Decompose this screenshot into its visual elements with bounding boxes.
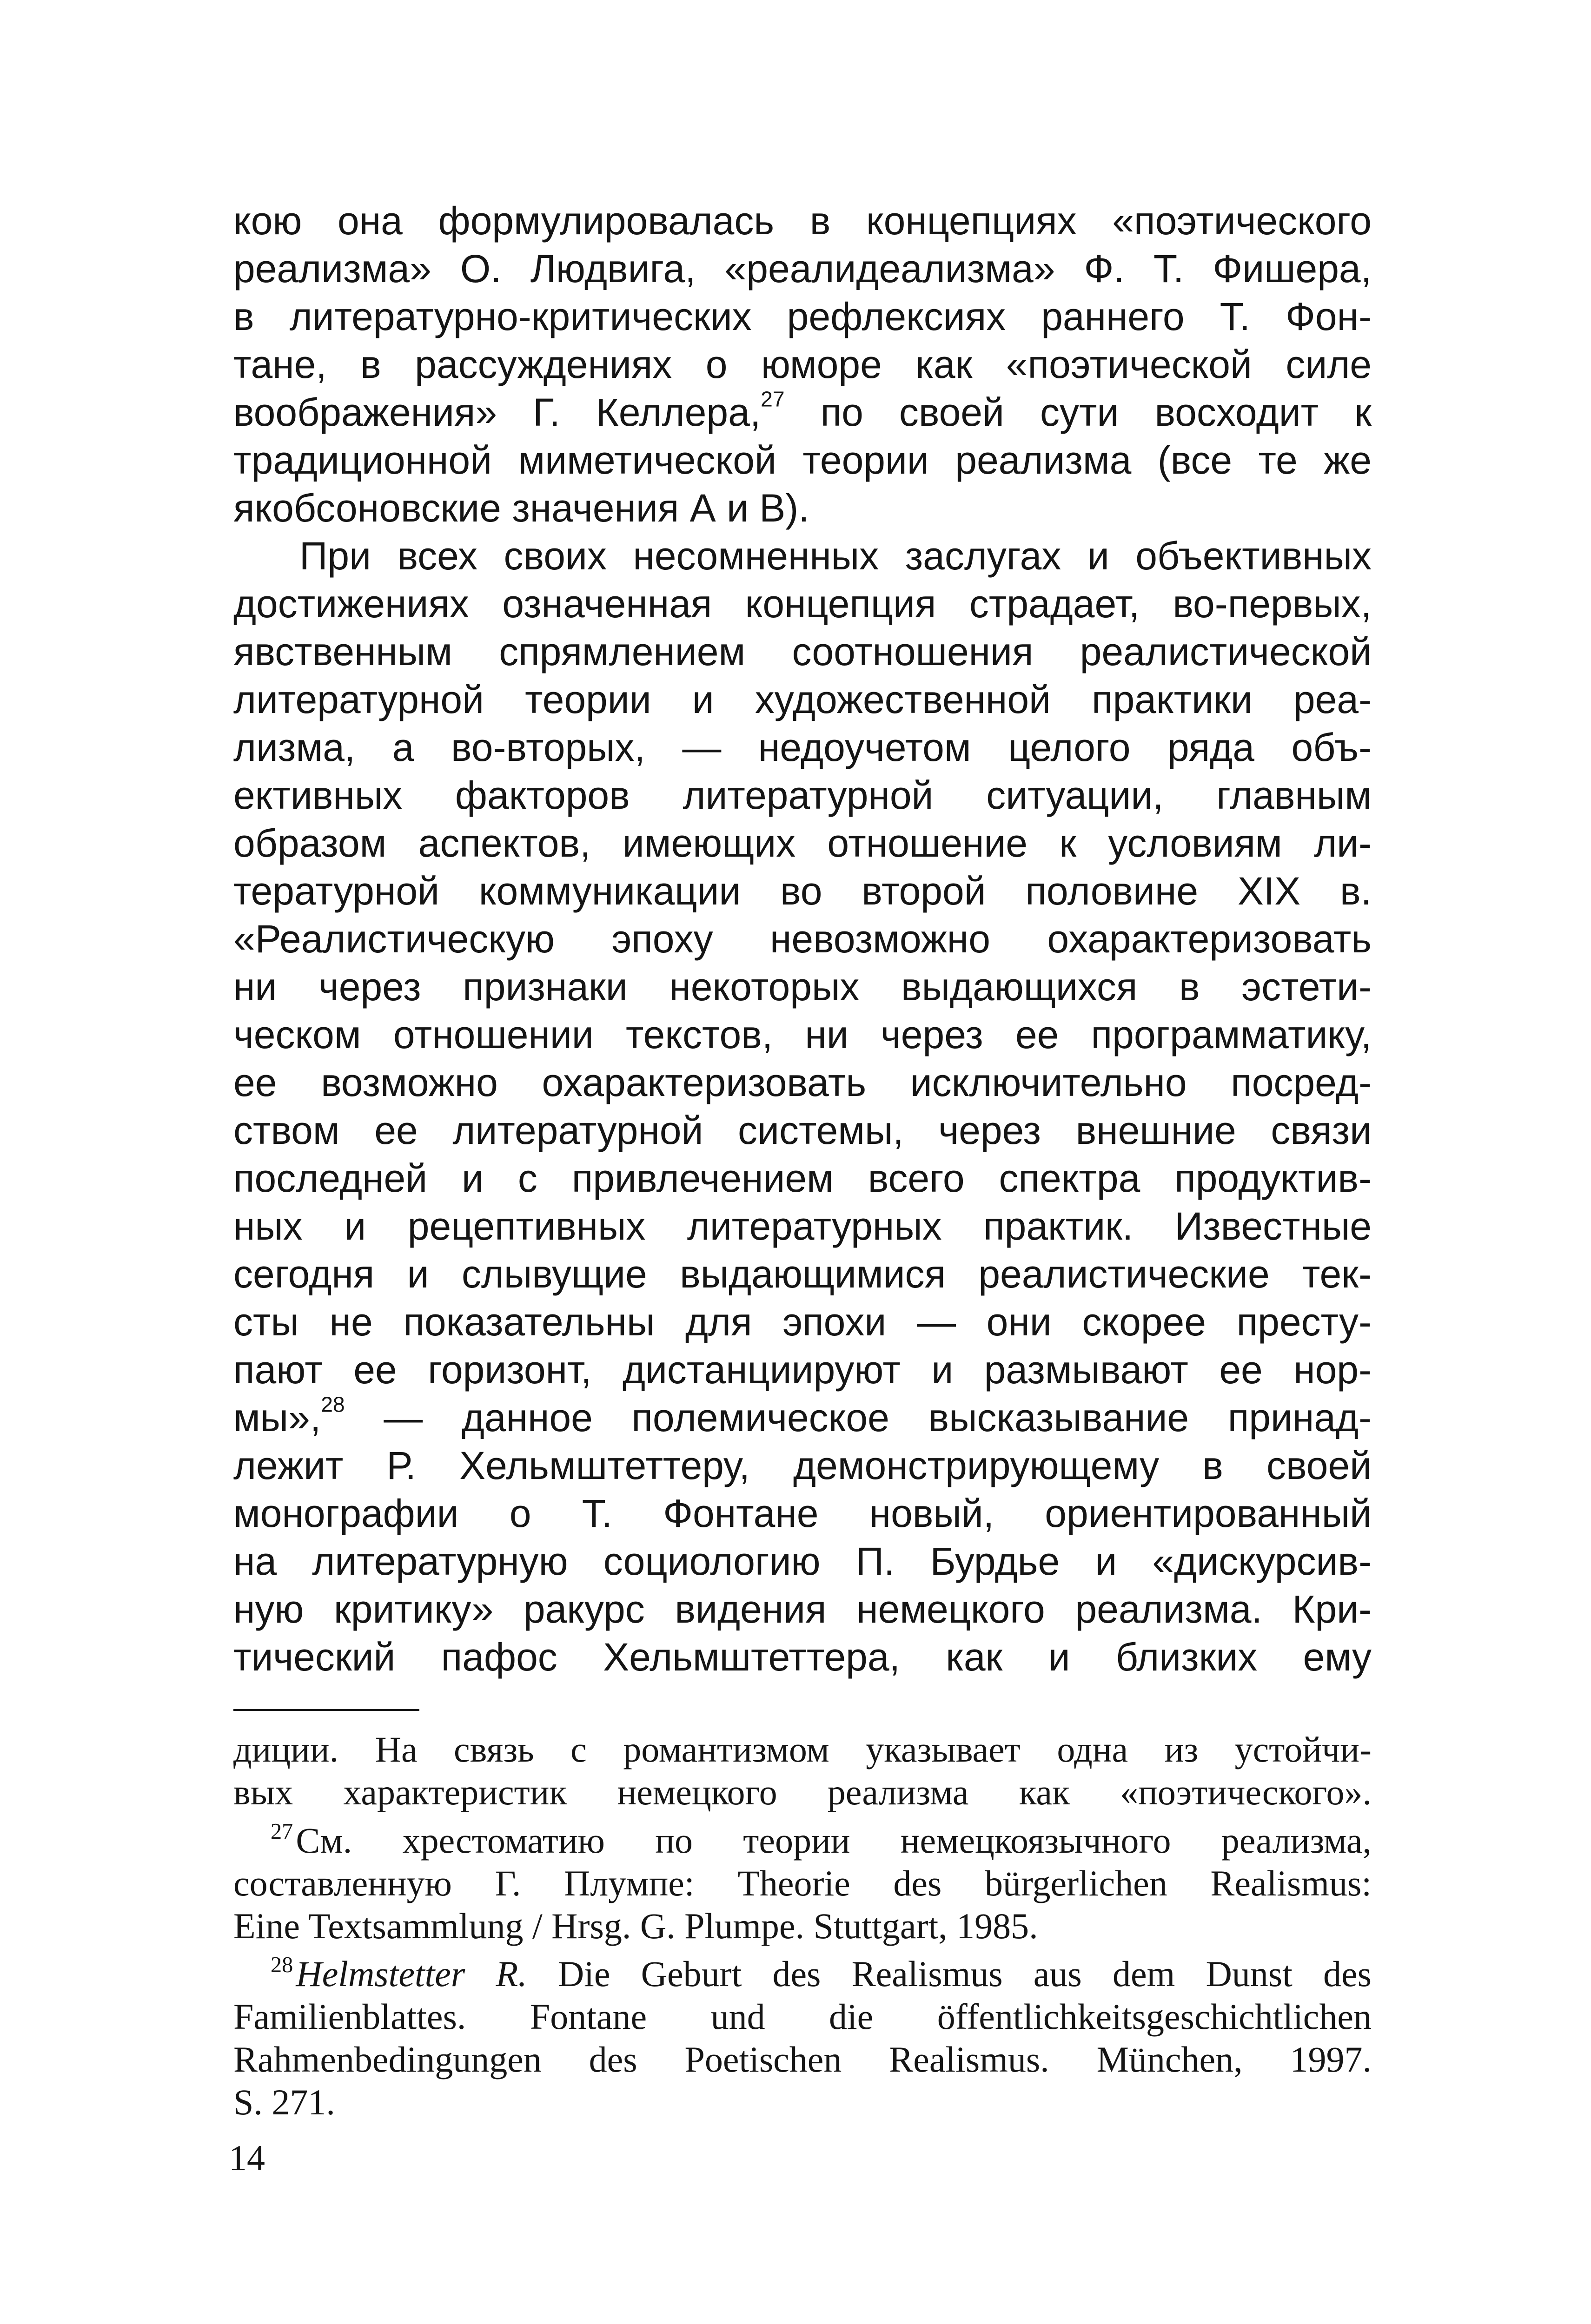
footnote-line: Eine Textsammlung / Hrsg. G. Plumpe. Stuttgart, 1985.: [233, 1906, 1038, 1946]
text-line: в литературно-критических рефлексиях раннего Т. Фон-: [233, 295, 1372, 338]
paragraph-first-line: При всех своих несомненных заслугах и объективных: [299, 534, 1372, 578]
text-line: «Реалистическую эпоху невозможно охарактеризовать: [233, 917, 1372, 961]
text-line: кою она формулировалась в концепциях «поэтического: [233, 199, 1372, 243]
text-line: пают ее горизонт, дистанциируют и размывают ее нор-: [233, 1348, 1372, 1392]
text-line: тический пафос Хельмштеттера, как и близких ему: [233, 1635, 1372, 1679]
text-line: лизма, а во-вторых, — недоучетом целого ряда объ-: [233, 726, 1372, 769]
text-line: лежит Р. Хельмштеттеру, демонстрирующему в своей: [233, 1444, 1372, 1487]
text-line: ее возможно охарактеризовать исключительно посред-: [233, 1061, 1372, 1104]
text-line: сегодня и слывущие выдающимися реалистические тек-: [233, 1252, 1372, 1296]
text-line: [233, 1394, 1372, 1441]
text-line: последней и с привлечением всего спектра продуктив-: [233, 1156, 1372, 1200]
footnote-line: вых характеристик немецкого реализма как «поэтического».: [233, 1772, 1372, 1812]
text-line: реализма» О. Людвига, «реалидеализма» Ф. Т. Фишера,: [233, 247, 1372, 290]
footnote-line: диции. На связь с романтизмом указывает одна из устойчи-: [233, 1729, 1372, 1769]
text-line: [233, 389, 1372, 436]
footnote-ref-27: 27: [761, 387, 785, 411]
footnote-line: Familienblattes. Fontane und die öffentlichkeitsgeschichtlichen: [233, 1996, 1372, 2037]
text-fragment: воображения» Г. Келлера,: [233, 390, 761, 434]
text-line: ных и рецептивных литературных практик. Известные: [233, 1204, 1372, 1248]
text-line: ную критику» ракурс видения немецкого реализма. Кри-: [233, 1587, 1372, 1631]
text-line: ни через признаки некоторых выдающихся в эстети-: [233, 965, 1372, 1009]
text-line: традиционной миметической теории реализма (все те же: [233, 438, 1372, 482]
footnote-number-28: 28: [271, 1953, 293, 1978]
footnote-separator: [233, 1709, 419, 1711]
footnote-line: составленную Г. Плумпе: Theorie des bürgerlichen Realismus:: [233, 1863, 1372, 1903]
text-line: литературной теории и художественной практики реа-: [233, 678, 1372, 721]
text-line: достижениях означенная концепция страдает, во-первых,: [233, 582, 1372, 626]
footnote-author: Helmstetter R.: [296, 1954, 527, 1994]
text-line: якобсоновские значения А и В).: [233, 486, 809, 530]
footnote-text: Die Geburt des Realismus aus dem Dunst des: [527, 1954, 1372, 1994]
text-line: образом аспектов, имеющих отношение к условиям ли-: [233, 821, 1372, 865]
text-line: на литературную социологию П. Бурдье и «дискурсив-: [233, 1539, 1372, 1583]
text-line: тане, в рассуждениях о юморе как «поэтической силе: [233, 343, 1372, 386]
footnote-28-first-line: [271, 1953, 1372, 1995]
footnote-ref-28: 28: [321, 1392, 345, 1417]
footnote-number-27: 27: [271, 1819, 293, 1844]
text-line: ством ее литературной системы, через внешние связи: [233, 1109, 1372, 1152]
text-line: явственным спрямлением соотношения реалистической: [233, 630, 1372, 673]
text-line: ективных факторов литературной ситуации, главным: [233, 773, 1372, 817]
footnote-line: Rahmenbedingungen des Poetischen Realismus. München, 1997.: [233, 2039, 1372, 2080]
footnote-27-first-line: [271, 1819, 1372, 1862]
footnote-text: См. хрестоматию по теории немецкоязычного реализма,: [296, 1820, 1372, 1861]
text-line: тературной коммуникации во второй половине XIX в.: [233, 869, 1372, 913]
text-line: монографии о Т. Фонтане новый, ориентированный: [233, 1492, 1372, 1535]
page-number: 14: [229, 2138, 265, 2178]
footnote-line: S. 271.: [233, 2082, 335, 2122]
text-fragment: — данное полемическое высказывание принад-: [345, 1396, 1372, 1439]
text-fragment: по своей сути восходит к: [784, 390, 1372, 434]
text-line: сты не показательны для эпохи — они скорее престу-: [233, 1300, 1372, 1344]
text-fragment: мы»,: [233, 1396, 321, 1439]
text-line: ческом отношении текстов, ни через ее программатику,: [233, 1013, 1372, 1056]
